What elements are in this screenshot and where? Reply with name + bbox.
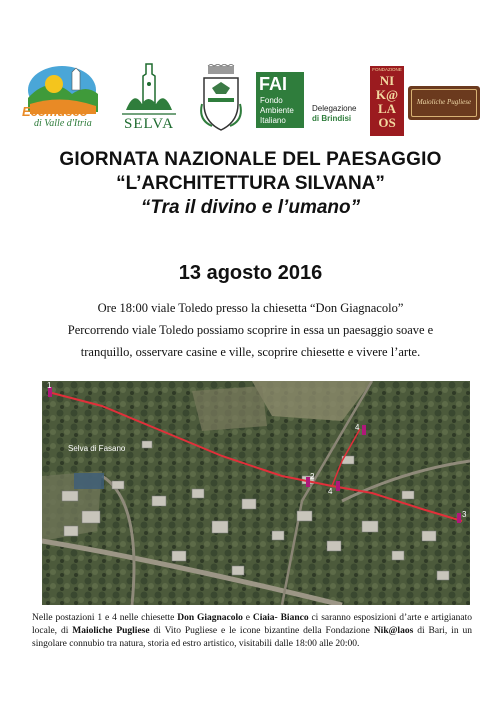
- event-subtitle: “L’ARCHITETTURA SILVANA”: [116, 173, 385, 194]
- svg-text:4: 4: [328, 487, 333, 496]
- maioliche-logo: [408, 86, 480, 120]
- intro-line-3: tranquillo, osservare casine e ville, scoprire chiesette e vivere l’arte.: [80, 345, 421, 359]
- intro-line-2: Percorrendo viale Toledo possiamo scoprire in essa un paesaggio soave e: [67, 323, 434, 337]
- selva-logo: [120, 60, 178, 136]
- footer-text-3: ci saranno esposizioni d’arte e artigianato locale, di: [32, 613, 473, 636]
- svg-text:2: 2: [310, 472, 315, 481]
- fai-delegation-line1: Delegazione: [312, 104, 357, 113]
- ecomuseo-sublabel: di Valle d'Itria: [34, 118, 92, 129]
- footer-bold-1: Don Giagnacolo: [177, 613, 243, 623]
- aerial-route-map: [42, 381, 470, 605]
- map-place-label: Selva di Fasano: [68, 444, 126, 453]
- svg-text:4: 4: [355, 423, 360, 432]
- intro-line-1: Ore 18:00 viale Toledo presso la chiesetta “Don Giagnacolo”: [97, 301, 404, 315]
- fai-line1: Fondo: [260, 96, 283, 105]
- selva-tower-icon: [120, 60, 178, 118]
- event-date: 13 agosto 2016: [178, 262, 323, 284]
- nikolaos-top-label: FONDAZIONE: [372, 67, 402, 72]
- nikolaos-logo: [370, 66, 404, 136]
- title-block: [0, 148, 501, 220]
- footer-bold-3: Maioliche Pugliese: [72, 626, 150, 636]
- maioliche-label: Maioliche Pugliese: [416, 98, 472, 106]
- footer-text-4: di Vito Pugliese e le icone bizantine della Fondazione: [149, 626, 374, 636]
- svg-text:1: 1: [47, 381, 52, 390]
- map-image: [42, 381, 470, 605]
- crest-shield-icon: [198, 64, 244, 134]
- svg-text:3: 3: [462, 510, 467, 519]
- ecomuseo-logo: [20, 64, 102, 130]
- nikolaos-letters-2: K@: [375, 87, 399, 102]
- footer-bold-4: Nik@laos: [373, 626, 414, 636]
- fai-mark: FAI: [259, 74, 288, 94]
- footer-paragraph: [32, 612, 472, 651]
- event-tagline: “Tra il divino e l’umano”: [140, 197, 361, 218]
- fai-logo: [256, 72, 366, 132]
- fai-delegation-line2: di Brindisi: [312, 114, 352, 123]
- footer-text-2: e: [242, 613, 253, 623]
- nikolaos-letters-4: OS: [378, 115, 396, 130]
- nikolaos-letters-1: NI: [379, 73, 395, 88]
- logo-bar: [20, 58, 480, 138]
- fai-line3: Italiano: [260, 116, 286, 125]
- nikolaos-letters-3: LA: [377, 101, 397, 116]
- selva-label: SELVA: [124, 116, 175, 132]
- event-title: GIORNATA NAZIONALE DEL PAESAGGIO: [59, 149, 442, 170]
- fai-line2: Ambiente: [260, 106, 294, 115]
- footer-text-5: di Bari, in un singolare connubio tra natura, storia ed estro artistico, visitabili dalle 18:00 alle 20:00.: [32, 626, 472, 649]
- footer-text-1: Nelle postazioni 1 e 4 nelle chiesette: [32, 613, 178, 623]
- ecomuseo-label: Ecomuseo: [22, 104, 88, 119]
- footer-bold-2: Ciaia- Bianco: [252, 613, 309, 623]
- municipal-crest-logo: [198, 64, 244, 134]
